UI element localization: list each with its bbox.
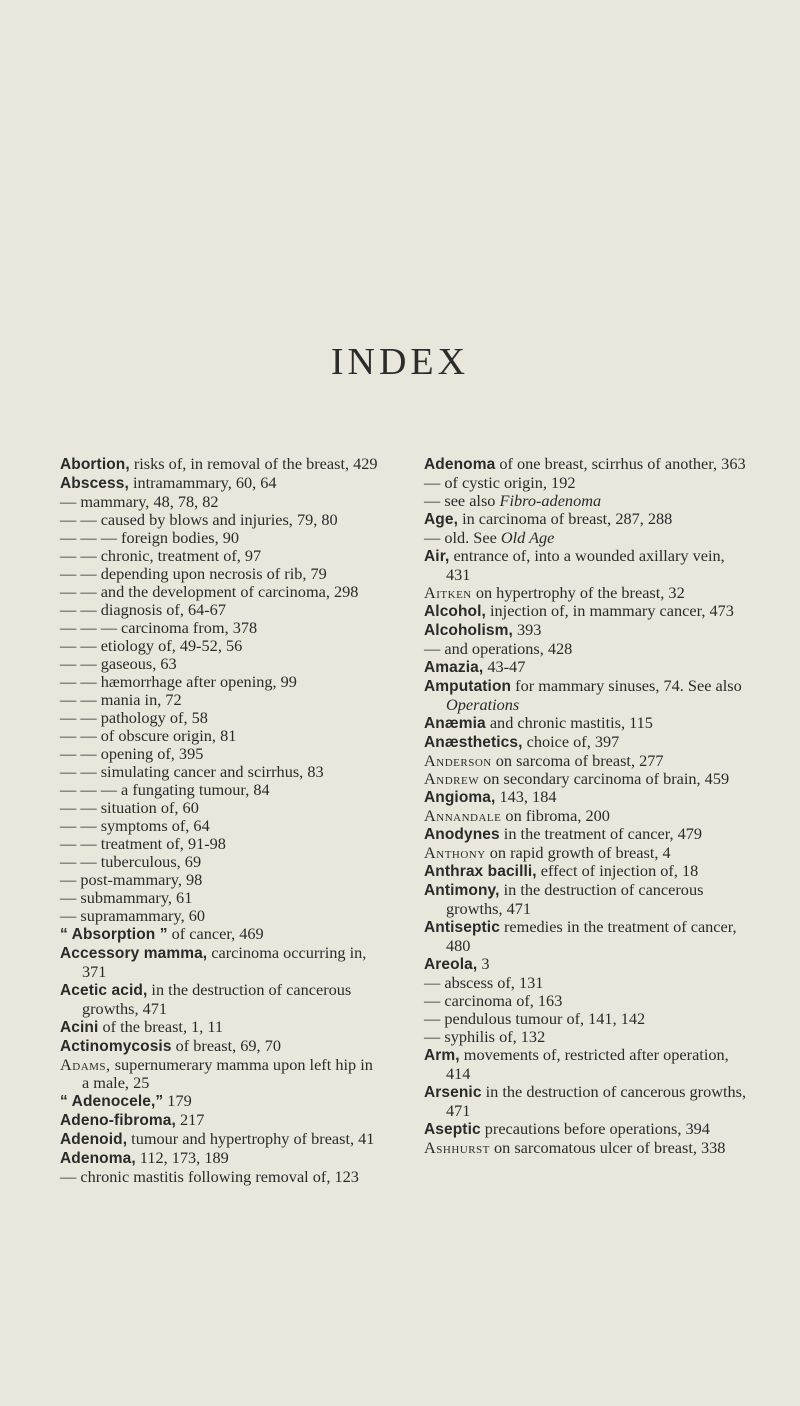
entry-headword: Areola, — [424, 956, 478, 973]
entry-author: Andrew — [424, 769, 480, 788]
index-column-left — [60, 455, 382, 1186]
index-entry — [424, 788, 750, 807]
entry-text: in the treatment of cancer, 479 — [499, 824, 703, 843]
entry-text: of one breast, scirrhus of another, 363 — [495, 454, 746, 473]
entry-text: 43-47 — [483, 657, 526, 676]
index-entry — [60, 1037, 382, 1056]
entry-author: Aitken — [424, 583, 472, 602]
entry-text: 3 — [477, 954, 490, 973]
index-entry — [424, 474, 750, 492]
entry-text: — syphilis of, 132 — [424, 1027, 546, 1046]
entry-headword: Adenoma — [424, 456, 496, 473]
index-entry — [60, 763, 382, 781]
index-entry — [424, 807, 750, 825]
entry-text: — — — carcinoma from, 378 — [60, 618, 258, 637]
index-entry — [60, 655, 382, 673]
entry-text: in the destruction of cancerous growths, 471 — [446, 1082, 747, 1120]
entry-text: in the destruction of cancerous growths, 471 — [82, 980, 352, 1018]
entry-text: — — caused by blows and injuries, 79, 80 — [60, 510, 338, 529]
index-entry — [424, 918, 750, 955]
index-entry — [424, 677, 750, 714]
entry-headword: Amazia, — [424, 659, 484, 676]
entry-text: and chronic mastitis, 115 — [485, 713, 653, 732]
page-title: INDEX — [330, 341, 470, 383]
entry-text: — — mania in, 72 — [60, 690, 182, 709]
index-entry — [60, 853, 382, 871]
entry-text: — pendulous tumour of, 141, 142 — [424, 1009, 646, 1028]
entry-text: on sarcoma of breast, 277 — [491, 751, 664, 770]
entry-text: injection of, in mammary cancer, 473 — [485, 601, 734, 620]
index-entry — [60, 907, 382, 925]
index-entry — [424, 955, 750, 974]
entry-text: — — situation of, 60 — [60, 798, 199, 817]
index-entry — [60, 871, 382, 889]
index-entry — [60, 455, 382, 474]
index-entry — [60, 619, 382, 637]
index-entry — [424, 1083, 750, 1120]
entry-headword: Arsenic — [424, 1084, 482, 1101]
entry-headword: Aseptic — [424, 1121, 481, 1138]
entry-text: — mammary, 48, 78, 82 — [60, 492, 219, 511]
entry-text: — — treatment of, 91-98 — [60, 834, 226, 853]
entry-text: of cancer, 469 — [167, 924, 264, 943]
entry-text: — abscess of, 131 — [424, 973, 544, 992]
index-entry — [60, 1149, 382, 1168]
entry-text: — and operations, 428 — [424, 639, 573, 658]
index-entry — [424, 547, 750, 584]
entry-headword: Anæmia — [424, 715, 486, 732]
entry-headword: Acini — [60, 1019, 99, 1036]
index-entry — [424, 770, 750, 788]
entry-text: — — symptoms of, 64 — [60, 816, 210, 835]
index-entry — [60, 727, 382, 745]
index-entry — [424, 844, 750, 862]
entry-headword: Anthrax bacilli, — [424, 863, 537, 880]
entry-text: choice of, 397 — [522, 732, 620, 751]
index-entry — [424, 1028, 750, 1046]
index-entry — [424, 1120, 750, 1139]
index-entry — [424, 992, 750, 1010]
index-entry — [60, 547, 382, 565]
entry-text: 179 — [163, 1091, 192, 1110]
entry-text: supernumerary mamma upon left hip in a male, 25 — [82, 1055, 373, 1092]
index-entry — [424, 752, 750, 770]
entry-text: 112, 173, 189 — [135, 1148, 229, 1167]
entry-text: 143, 184 — [495, 787, 557, 806]
entry-text: remedies in the treatment of cancer, 480 — [446, 917, 737, 955]
index-entry — [60, 565, 382, 583]
entry-text: on rapid growth of breast, 4 — [485, 843, 671, 862]
index-entry — [60, 709, 382, 727]
entry-author: Annandale — [424, 806, 502, 825]
index-entry — [60, 1111, 382, 1130]
index-entry — [60, 529, 382, 547]
entry-headword: Adenoma, — [60, 1150, 136, 1167]
index-entry — [60, 1018, 382, 1037]
entry-text: — — — a fungating tumour, 84 — [60, 780, 270, 799]
entry-headword: Antimony, — [424, 882, 500, 899]
index-entry — [60, 745, 382, 763]
entry-text: of breast, 69, 70 — [171, 1036, 281, 1055]
entry-text: — — simulating cancer and scirrhus, 83 — [60, 762, 324, 781]
index-entry — [60, 925, 382, 944]
entry-text: on fibroma, 200 — [501, 806, 610, 825]
entry-cross-reference: Old Age — [500, 528, 555, 547]
entry-headword: Arm, — [424, 1047, 460, 1064]
entry-cross-reference: Fibro-adenoma — [499, 491, 602, 510]
entry-text: — old. See — [424, 528, 501, 547]
entry-headword: Anæsthetics, — [424, 734, 523, 751]
entry-headword: “ Adenocele,” — [60, 1093, 164, 1110]
entry-text: for mammary sinuses, 74. See also — [511, 676, 742, 695]
entry-text: 217 — [175, 1110, 205, 1129]
index-entry — [60, 691, 382, 709]
entry-text: — — diagnosis of, 64-67 — [60, 600, 226, 619]
index-entry — [424, 621, 750, 640]
index-entry — [424, 492, 750, 510]
index-entry — [424, 714, 750, 733]
index-entry — [424, 529, 750, 547]
index-entry — [424, 733, 750, 752]
entry-headword: Age, — [424, 511, 458, 528]
entry-text: in carcinoma of breast, 287, 288 — [458, 509, 673, 528]
entry-text: on hypertrophy of the breast, 32 — [471, 583, 685, 602]
index-column-right — [424, 455, 750, 1157]
index-entry — [60, 835, 382, 853]
index-entry — [60, 493, 382, 511]
index-entry — [424, 1046, 750, 1083]
entry-text: — see also — [424, 491, 500, 510]
entry-text: — — — foreign bodies, 90 — [60, 528, 240, 547]
index-entry — [424, 602, 750, 621]
index-entry — [60, 1092, 382, 1111]
entry-text: movements of, restricted after operation, 414 — [446, 1045, 729, 1083]
entry-text: — — chronic, treatment of, 97 — [60, 546, 262, 565]
entry-headword: Adenoid, — [60, 1131, 128, 1148]
index-entry — [424, 455, 750, 474]
index-entry — [60, 673, 382, 691]
entry-cross-reference: Operations — [446, 695, 520, 714]
index-entry — [424, 1139, 750, 1157]
index-entry — [424, 1010, 750, 1028]
entry-headword: Air, — [424, 548, 450, 565]
entry-text: risks of, in removal of the breast, 429 — [129, 454, 378, 473]
entry-headword: Alcoholism, — [424, 622, 513, 639]
entry-text: — — and the development of carcinoma, 298 — [60, 582, 359, 601]
index-entry — [424, 862, 750, 881]
entry-text: on secondary carcinoma of brain, 459 — [479, 769, 730, 788]
index-entry — [60, 781, 382, 799]
index-entry — [60, 799, 382, 817]
entry-text: — chronic mastitis following removal of, 123 — [60, 1167, 359, 1186]
entry-text: entrance of, into a wounded axillary vein, 431 — [446, 546, 725, 584]
entry-text: 393 — [512, 620, 542, 639]
entry-text: carcinoma occurring in, 371 — [82, 943, 367, 981]
entry-text: — — gaseous, 63 — [60, 654, 177, 673]
entry-text: tumour and hypertrophy of breast, 41 — [127, 1129, 375, 1148]
entry-text: — — depending upon necrosis of rib, 79 — [60, 564, 327, 583]
index-entry — [60, 889, 382, 907]
entry-text: — — of obscure origin, 81 — [60, 726, 237, 745]
index-entry — [60, 583, 382, 601]
index-entry — [60, 1130, 382, 1149]
entry-text: of the breast, 1, 11 — [98, 1017, 224, 1036]
entry-headword: Actinomycosis — [60, 1038, 172, 1055]
entry-headword: Alcohol, — [424, 603, 486, 620]
index-entry — [424, 825, 750, 844]
entry-text: — of cystic origin, 192 — [424, 473, 576, 492]
index-entry — [60, 474, 382, 493]
index-entry — [424, 584, 750, 602]
index-entry — [424, 881, 750, 918]
index-entry — [60, 1056, 382, 1092]
entry-headword: Anodynes — [424, 826, 500, 843]
entry-author: Adams, — [60, 1055, 111, 1074]
entry-text: effect of injection of, 18 — [536, 861, 699, 880]
index-entry — [424, 974, 750, 992]
entry-headword: Antiseptic — [424, 919, 500, 936]
entry-text: — — pathology of, 58 — [60, 708, 208, 727]
entry-text: — — opening of, 395 — [60, 744, 204, 763]
entry-headword: Amputation — [424, 678, 512, 695]
entry-headword: “ Absorption ” — [60, 926, 168, 943]
index-entry — [60, 817, 382, 835]
entry-text: — — tuberculous, 69 — [60, 852, 202, 871]
entry-text: — supramammary, 60 — [60, 906, 205, 925]
entry-author: Anthony — [424, 843, 486, 862]
index-entry — [60, 944, 382, 981]
index-entry — [60, 981, 382, 1018]
entry-text: — — hæmorrhage after opening, 99 — [60, 672, 297, 691]
entry-headword: Acetic acid, — [60, 982, 148, 999]
entry-headword: Abscess, — [60, 475, 129, 492]
entry-text: on sarcomatous ulcer of breast, 338 — [489, 1138, 726, 1157]
entry-author: Anderson — [424, 751, 492, 770]
entry-text: — submammary, 61 — [60, 888, 193, 907]
entry-text: intramammary, 60, 64 — [128, 473, 277, 492]
entry-text: in the destruction of cancerous growths, 471 — [446, 880, 704, 918]
index-entry — [424, 510, 750, 529]
entry-text: — — etiology of, 49-52, 56 — [60, 636, 243, 655]
entry-headword: Abortion, — [60, 456, 130, 473]
entry-headword: Adeno-fibroma, — [60, 1112, 176, 1129]
index-entry — [424, 658, 750, 677]
entry-author: Ashhurst — [424, 1138, 490, 1157]
index-entry — [60, 511, 382, 529]
index-entry — [60, 1168, 382, 1186]
entry-headword: Accessory mamma, — [60, 945, 208, 962]
index-entry — [60, 601, 382, 619]
entry-text: — post-mammary, 98 — [60, 870, 203, 889]
entry-text: precautions before operations, 394 — [480, 1119, 710, 1138]
index-entry — [60, 637, 382, 655]
entry-headword: Angioma, — [424, 789, 496, 806]
index-entry — [424, 640, 750, 658]
entry-text: — carcinoma of, 163 — [424, 991, 563, 1010]
